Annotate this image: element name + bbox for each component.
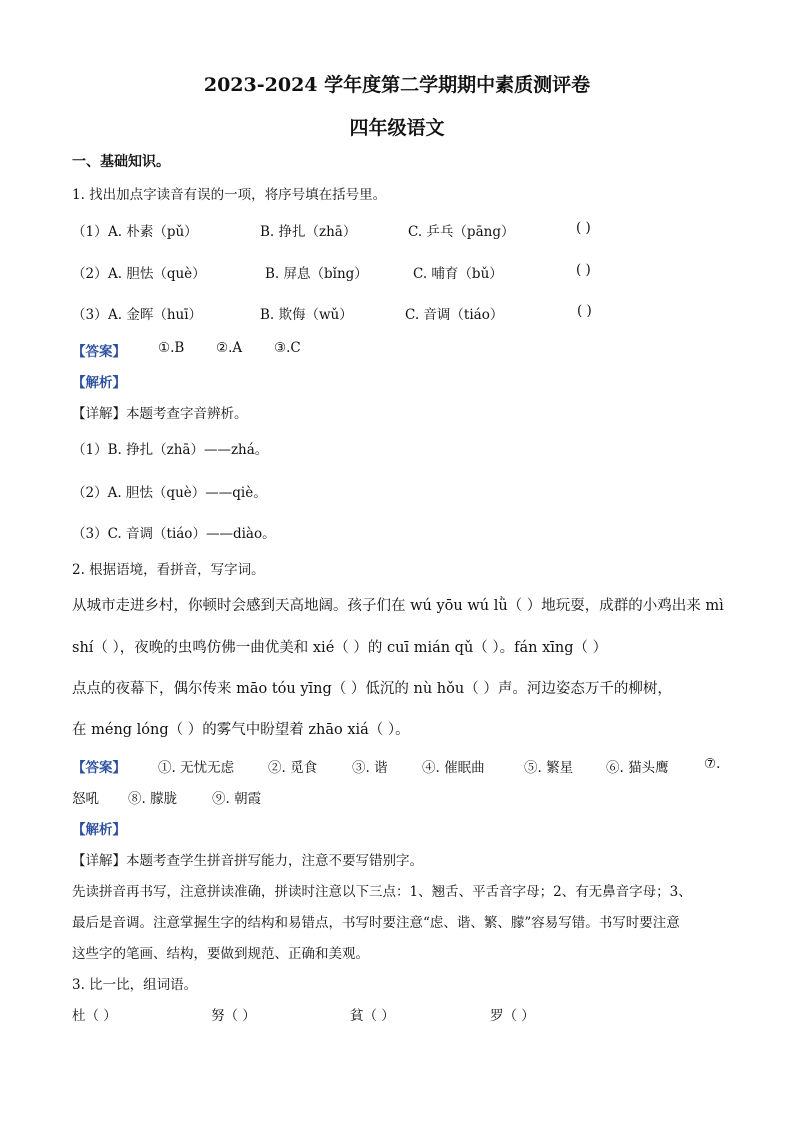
question-2-stem: 2. 根据语境，看拼音，写字词。 (72, 562, 265, 578)
detail-line: 先读拼音再书写，注意拼读准确，拼读时注意以下三点：1、翘舌、平舌音字母；2、有无鼻音字母；3、 (72, 884, 692, 900)
answer-blank: ( ) (576, 262, 591, 278)
document-subtitle: 四年级语文 (349, 117, 445, 139)
answer-item: ④. 催眠曲 (422, 760, 485, 776)
question-3-row (72, 1004, 535, 1024)
question-1-row (72, 262, 591, 282)
answer-blank: ( ) (577, 303, 592, 319)
option-a: A. 朴素（pǔ） (108, 224, 198, 240)
answer-item: ③. 谐 (352, 760, 388, 776)
question-1-row (72, 303, 592, 323)
word-item: 杜（ ） (72, 1008, 117, 1024)
passage-line: 在 méng lóng（ ）的雾气中盼望着 zhāo xiá（ ）。 (72, 722, 410, 738)
detail-text: 【详解】本题考查字音辨析。 (72, 406, 248, 422)
answer-item: 怒吼 (72, 791, 99, 807)
passage-line: 点点的夜幕下，偶尔传来 māo tóu yīng（ ）低沉的 nù hǒu（ ）声。河边姿态万千的柳树， (72, 681, 672, 697)
answer-item: ⑤. 繁星 (524, 760, 574, 776)
section-heading: 一、基础知识。 (72, 154, 170, 170)
answer-item: ③.C (274, 340, 301, 356)
detail-text: 【详解】本题考查学生拼音拼写能力，注意不要写错别字。 (72, 853, 423, 869)
option-c: C. 音调（tiáo） (405, 307, 504, 323)
answer-line-continued (72, 787, 261, 807)
answer-item: ①.B (158, 340, 185, 356)
word-item: 貧（ ） (350, 1008, 395, 1024)
question-1-stem: 1. 找出加点字读音有误的一项，将序号填在括号里。 (72, 187, 387, 203)
word-item: 努（ ） (211, 1008, 256, 1024)
detail-line: 最后是音调。注意掌握生字的结构和易错点，书写时要注意“虑、谐、繁、朦”容易写错。书写时要注意 (72, 915, 680, 931)
passage-line: shí（ ），夜晚的虫鸣仿佛一曲优美和 xié（ ）的 cuī mián qǔ（ ）。fán xīng（ ） (72, 640, 608, 656)
question-1-row (72, 220, 591, 240)
answer-item: ①. 无忧无虑 (158, 760, 235, 776)
detail-line: （2）A. 胆怯（què）——qiè。 (72, 485, 267, 501)
option-c: C. 哺育（bǔ） (413, 266, 503, 282)
option-b: B. 屏息（bǐng） (265, 266, 368, 282)
answer-item: ⑨. 朝霞 (212, 791, 262, 807)
document-title: 2023-2024 学年度第二学期期中素质测评卷 (203, 74, 591, 96)
option-c: C. 乒乓（pāng） (408, 224, 515, 240)
answer-item: ⑧. 朦胧 (128, 791, 178, 807)
answer-tag: 【答案】 (72, 344, 126, 360)
answer-line (72, 756, 720, 776)
analysis-tag: 【解析】 (72, 822, 126, 838)
row-number: （1） (72, 224, 108, 240)
option-a: A. 胆怯（què） (108, 266, 206, 282)
analysis-tag: 【解析】 (72, 375, 126, 391)
word-item: 罗（ ） (490, 1008, 535, 1024)
question-3-stem: 3. 比一比，组词语。 (72, 977, 198, 993)
answer-item: ②.A (216, 340, 243, 356)
answer-item: ⑥. 猫头鹰 (606, 760, 669, 776)
option-b: B. 欺侮（wǔ） (260, 307, 353, 323)
answer-item: ⑦. (704, 756, 721, 772)
row-number: （3） (72, 307, 108, 323)
detail-line: （3）C. 音调（tiáo）——diào。 (72, 526, 276, 542)
option-a: A. 金晖（huī） (108, 307, 203, 323)
detail-line: 这些字的笔画、结构，要做到规范、正确和美观。 (72, 946, 369, 962)
answer-item: ②. 觅食 (268, 760, 318, 776)
option-b: B. 挣扎（zhā） (260, 224, 357, 240)
passage-line: 从城市走进乡村，你顿时会感到天高地阔。孩子们在 wú yōu wú lǜ（ ）地玩耍，成群的小鸡出来 mì (72, 598, 724, 614)
answer-line (72, 340, 301, 360)
answer-blank: ( ) (576, 220, 591, 236)
row-number: （2） (72, 266, 108, 282)
detail-line: （1）B. 挣扎（zhā）——zhá。 (72, 442, 269, 458)
answer-tag: 【答案】 (72, 760, 126, 776)
